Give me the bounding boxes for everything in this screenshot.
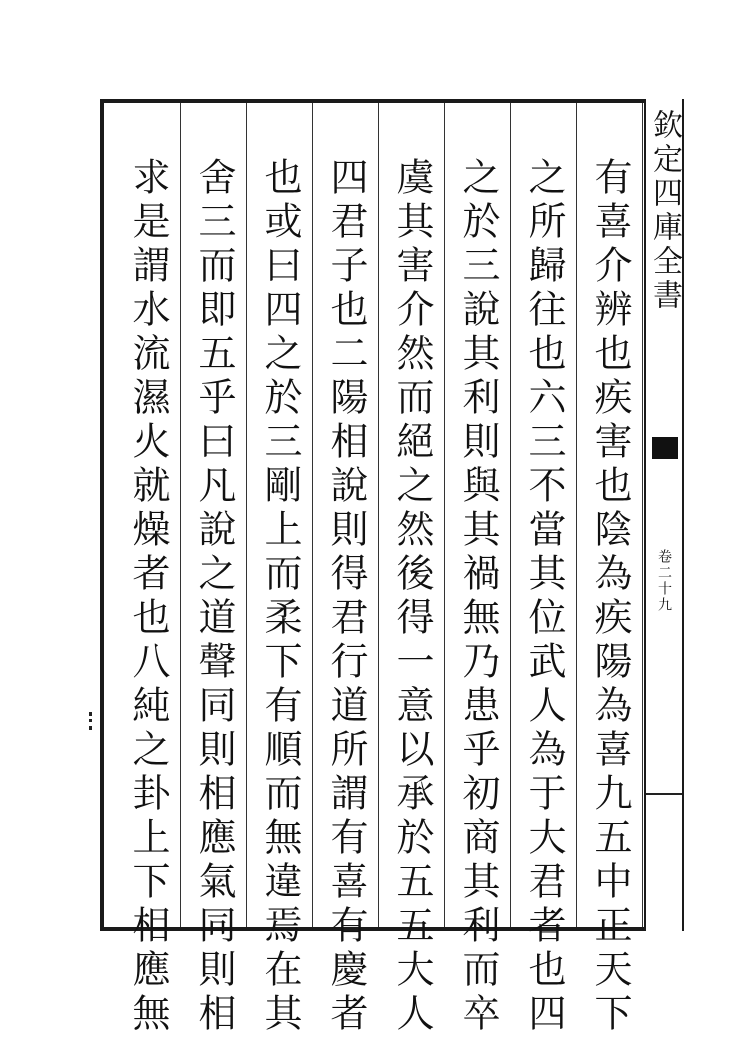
margin-divider xyxy=(646,793,682,795)
book-title: 欽定四庫全書 xyxy=(647,109,682,313)
text-column-4 xyxy=(379,103,445,1037)
text-column-7 xyxy=(181,103,247,1037)
edge-mark xyxy=(89,712,95,730)
column-text: 舍三而即五乎曰凡說之道聲同則相應氣同則相 xyxy=(192,157,236,1037)
text-column-3 xyxy=(445,103,511,1037)
text-column-8 xyxy=(110,103,181,1037)
column-text: 四君子也二陽相說則得君行道所謂有喜有慶者 xyxy=(324,157,368,1037)
column-text: 有喜介辨也疾害也陰為疾陽為喜九五中正天下 xyxy=(588,157,632,1037)
column-text: 之所歸往也六三不當其位武人為于大君者也四 xyxy=(522,157,566,1037)
fish-tail-mark xyxy=(652,437,678,459)
margin-strip xyxy=(644,99,684,931)
text-column-1 xyxy=(577,103,643,1037)
text-column-6 xyxy=(247,103,313,1037)
text-column-2 xyxy=(511,103,577,1037)
text-column-5 xyxy=(313,103,379,1037)
column-text: 求是謂水流濕火就燥者也八純之卦上下相應無 xyxy=(126,157,170,1037)
chapter-label: 卷二十九 xyxy=(656,549,672,613)
column-text: 也或曰四之於三剛上而柔下有順而無違焉在其 xyxy=(258,157,302,1037)
column-text: 之於三說其利則與其禍無乃患乎初商其利而卒 xyxy=(456,157,500,1037)
column-text: 虞其害介然而絕之然後得一意以承於五五大人 xyxy=(390,157,434,1037)
